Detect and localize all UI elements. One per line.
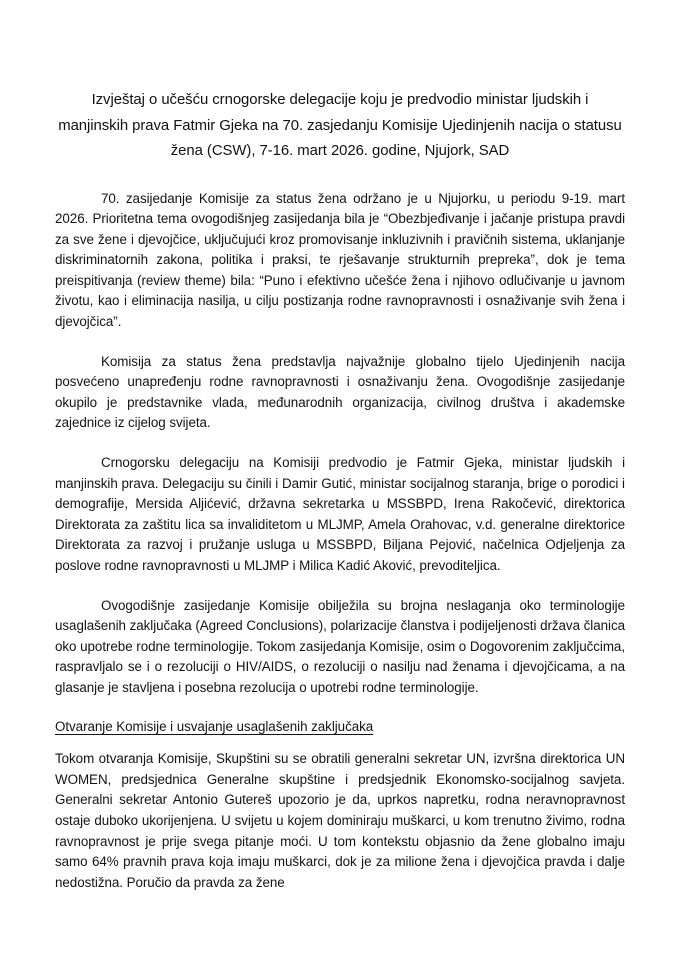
page-title: Izvještaj o učešću crnogorske delegacije koju je predvodio ministar ljudskih i manjinskih prava Fatmir Gjeka na 70. zasjedanju Komisije Ujedinjenih nacija o statusu žena (CSW), 7-16. mart 2026. godine, Njujork, SAD	[58, 92, 622, 159]
paragraph-terminology-disagreements: Ovogodišnje zasijedanje Komisije obilježila su brojna neslaganja oko terminologije usaglašenih zaključaka (Agreed Conclusions), polarizacije članstva i podijeljenosti država članica oko upotrebe rodne terminologije. Tokom zasijedanja Komisije, osim o Dogovorenim zaključcima, raspravljalo se i o rezoluciji o HIV/AIDS, o rezoluciji o nasilju nad ženama i djevojčicama, a na glasanje je stavljena i posebna rezolucija o upotrebi rodne terminologije.	[55, 597, 625, 695]
document-body	[55, 189, 625, 894]
paragraph-delegation-members: Crnogorsku delegaciju na Komisiji predvodio je Fatmir Gjeka, ministar ljudskih i manjinskih prava. Delegaciju su činili i Damir Gutić, ministar socijalnog staranja, brige o porodici i demografije, Mersida Aljićević, državna sekretarka u MSSBPD, Irena Rakočević, direktorica Direktorata za zaštitu lica sa invaliditetom u MLJMP, Amela Orahovac, v.d. generalne direktorice Direktorata za razvoj i pružanje usluga u MSSBPD, Biljana Pejović, načelnica Odjeljenja za poslove rodne ravnopravnosti u MLJMP i Milica Kadić Aković, prevoditeljica.	[55, 455, 625, 573]
paragraph-commission-role: Komisija za status žena predstavlja najvažnije globalno tijelo Ujedinjenih nacija posvećeno unapređenju rodne ravnopravnosti i osnaživanju žena. Ovogodišnje zasijedanje okupilo je predstavnike vlada, međunarodnih organizacija, civilnog društva i akademske zajednice iz cijelog svijeta.	[55, 353, 625, 431]
section-heading-opening	[55, 717, 625, 738]
paragraph-opening-statements: Tokom otvaranja Komisije, Skupštini su se obratili generalni sekretar UN, izvršna direktorica UN WOMEN, predsjednica Generalne skupštine i predsjednik Ekonomsko-socijalnog savjeta. Generalni sekretar Antonio Gutereš upozorio je da, uprkos napretku, rodna neravnopravnost ostaje duboko ukorijenjena. U svijetu u kojem dominiraju muškarci, u kom trenutno živimo, rodna ravnopravnost je prije svega pitanje moći. U tom kontekstu objasnio da žene globalno imaju samo 64% pravnih prava koja imaju muškarci, dok je za milione žena i djevojčica pravda i dalje nedostižna. Poručio da pravda za žene	[55, 751, 625, 890]
paragraph-session-overview: 70. zasijedanje Komisije za status žena održano je u Njujorku, u periodu 9-19. mart 2026. Prioritetna tema ovogodišnjeg zasijedanja bila je “Obezbjeđivanje i jačanje pristupa pravdi za sve žene i djevojčice, uključujući kroz promovisanje inkluzivnih i pravičnih sistema, uklanjanje diskriminatornih zakona, politika i praksi, te rješavanje strukturnih prepreka”, dok je tema preispitivanja (review theme) bila: “Puno i efektivno učešće žena i njihovo odlučivanje u javnom životu, kao i eliminacija nasilja, u cilju postizanja rodne ravnopravnosti i osnaživanje svih žena i djevojčica”.	[55, 190, 625, 330]
section-heading-text: Otvaranje Komisije i usvajanje usaglašenih zaključaka	[55, 718, 374, 734]
